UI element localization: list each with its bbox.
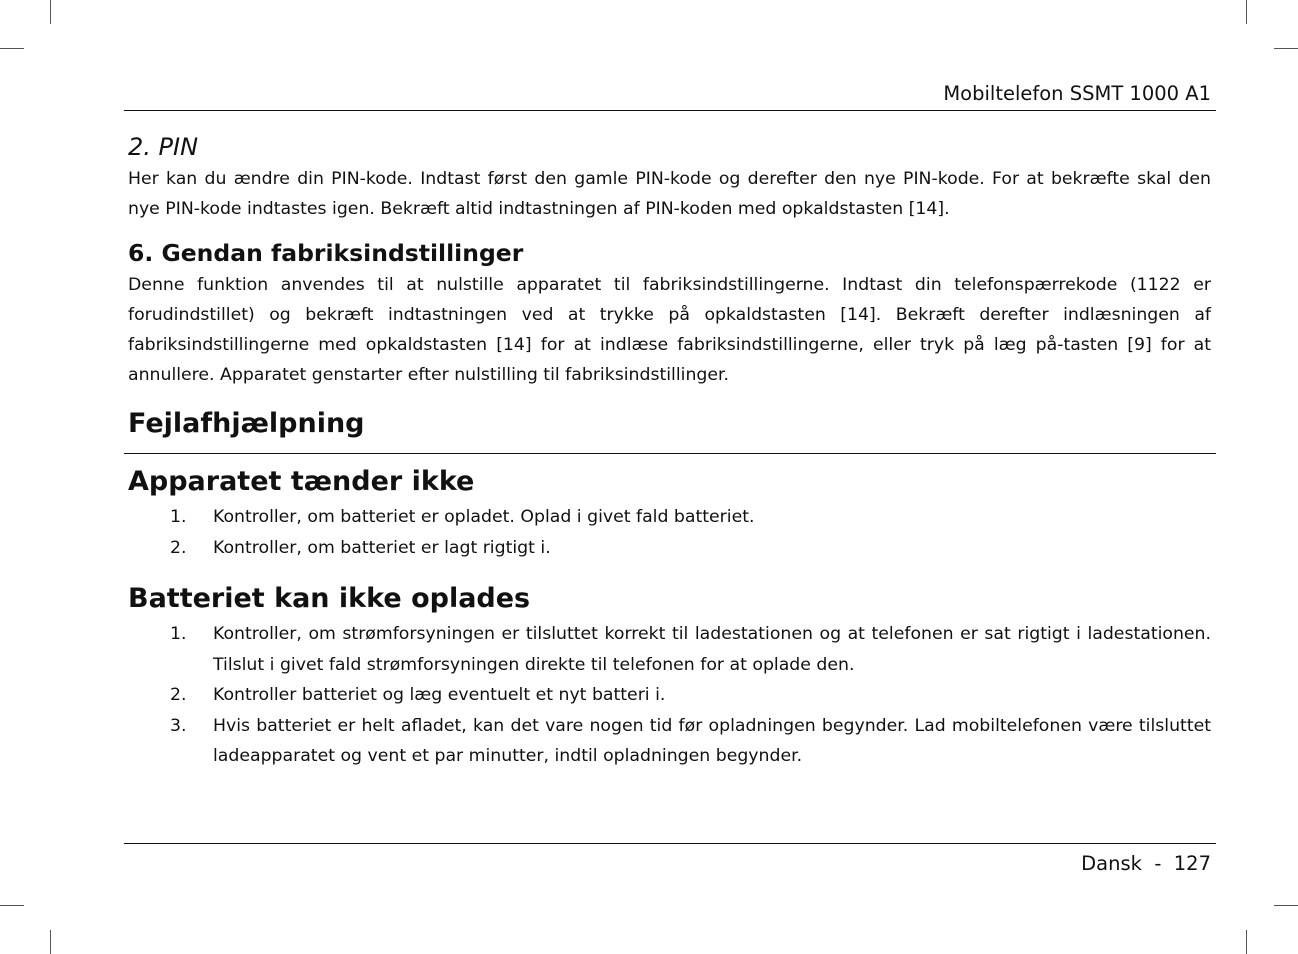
list-item — [128, 711, 1211, 772]
charge-steps-list — [128, 619, 1211, 772]
crop-mark — [1246, 930, 1247, 954]
crop-mark — [0, 48, 24, 49]
pin-heading: 2. PIN — [128, 133, 199, 161]
power-heading: Apparatet tænder ikke — [128, 466, 475, 497]
list-item-number: 1. — [170, 624, 187, 644]
list-item-text: Kontroller, om batteriet er opladet. Oplad i givet fald batteriet. — [213, 507, 755, 527]
header-rule — [124, 110, 1216, 111]
page-footer: Dansk - 127 — [1081, 852, 1211, 875]
list-item-number: 3. — [170, 715, 187, 736]
running-header-title: Mobiltelefon SSMT 1000 A1 — [943, 82, 1211, 105]
list-item — [128, 680, 1211, 711]
section-rule — [124, 453, 1216, 454]
crop-mark — [50, 930, 51, 954]
list-item-text: Kontroller, om strømforsyningen er tilsluttet korrekt til ladestationen og at telefonen er sat rigtigt i ladestationen. Tilslut i givet fald strømforsyningen direkte til telefonen for at oplade den. — [213, 624, 1211, 675]
crop-mark — [1246, 0, 1247, 24]
crop-mark — [1274, 48, 1298, 49]
crop-mark — [0, 905, 24, 906]
pin-paragraph: Her kan du ændre din PIN-kode. Indtast først den gamle PIN-kode og derefter den nye PIN-kode. For at bekræfte skal den nye PIN-kode indtastes igen. Bekræft altid indtastningen af PIN-koden med opkaldstasten [14]. — [128, 169, 1211, 219]
page-content — [128, 130, 1211, 772]
list-item — [128, 533, 1211, 564]
troubleshooting-section — [128, 404, 1211, 772]
troubleshooting-heading: Fejlafhjælpning — [128, 408, 365, 439]
power-steps-list — [128, 502, 1211, 563]
list-item-number: 2. — [170, 685, 187, 705]
crop-mark — [50, 0, 51, 24]
factory-reset-heading: 6. Gendan fabriksindstillinger — [128, 239, 524, 267]
list-item-text: Kontroller, om batteriet er lagt rigtigt i. — [213, 537, 551, 558]
list-item-number: 2. — [170, 537, 187, 558]
factory-reset-section — [128, 236, 1211, 390]
charge-heading: Batteriet kan ikke oplades — [128, 583, 531, 614]
footer-rule — [124, 843, 1216, 844]
list-item-number: 1. — [170, 507, 187, 527]
crop-mark — [1274, 905, 1298, 906]
list-item — [128, 619, 1211, 680]
list-item — [128, 502, 1211, 533]
factory-reset-paragraph: Denne funktion anvendes til at nulstille apparatet til fabriksindstillingerne. Indtast din telefonspærrekode (1122 er forudindstillet) og bekræft indtastningen ved at trykke på opkaldstasten [14]. Bekræft derefter indlæsningen af fabriksindstillingerne med opkaldstasten [14] for at indlæse fabriksindstillingerne, eller tryk på læg på-tasten [9] for at annullere. Apparatet genstarter efter nulstilling til fabriksindstillinger. — [128, 275, 1211, 385]
list-item-text: Hvis batteriet er helt afladet, kan det vare nogen tid før opladningen begynder. Lad mobiltelefonen være tilsluttet ladeapparatet og vent et par minutter, indtil opladningen begynder. — [213, 715, 1211, 766]
pin-section — [128, 130, 1211, 224]
list-item-text: Kontroller batteriet og læg eventuelt et nyt batteri i. — [213, 685, 666, 705]
